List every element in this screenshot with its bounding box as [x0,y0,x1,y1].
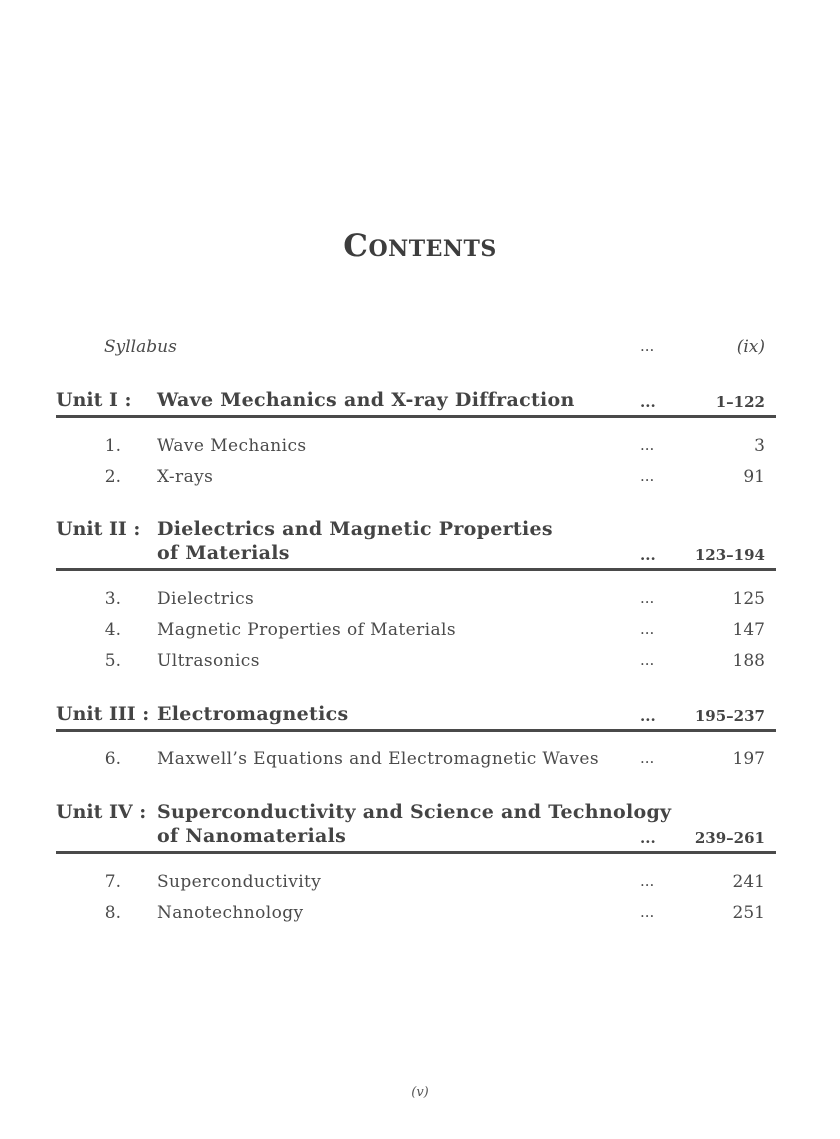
chapter-title: Superconductivity [157,872,322,892]
leader-dots: ... [640,589,655,607]
chapter-page: 197 [732,749,765,769]
leader-dots: ... [640,651,655,669]
unit-pages: 1–122 [715,393,765,411]
chapter-row [0,620,840,648]
leader-dots: ... [640,707,656,725]
unit-divider [56,729,776,732]
chapter-row [0,749,840,777]
unit-divider [56,568,776,571]
syllabus-row [0,337,840,365]
unit-label: Unit IV : [56,801,147,823]
unit-title: Electromagnetics [157,703,349,725]
chapter-number: 4. [104,620,121,640]
unit-title: Superconductivity and Science and Technology [157,801,672,823]
unit-heading-2-cont [0,542,840,570]
unit-title: Wave Mechanics and X-ray Diffraction [157,389,575,411]
leader-dots: ... [640,546,656,564]
chapter-title: Ultrasonics [157,651,260,671]
chapter-page: 3 [754,436,765,456]
syllabus-page: (ix) [736,337,765,357]
page-title: Contents [343,228,497,264]
chapter-title: Maxwell’s Equations and Electromagnetic Waves [157,749,599,769]
unit-label: Unit II : [56,518,141,540]
chapter-page: 147 [732,620,765,640]
chapter-page: 188 [732,651,765,671]
chapter-row [0,467,840,495]
unit-label: Unit III : [56,703,150,725]
leader-dots: ... [640,749,655,767]
leader-dots: ... [640,393,656,411]
chapter-title: X-rays [157,467,214,487]
chapter-page: 241 [732,872,765,892]
chapter-number: 7. [104,872,121,892]
unit-title-continued: of Materials [157,542,290,564]
chapter-page: 125 [732,589,765,609]
chapter-row [0,589,840,617]
chapter-title: Nanotechnology [157,903,304,923]
unit-heading-4-cont [0,825,840,853]
leader-dots: ... [640,903,655,921]
unit-title: Dielectrics and Magnetic Properties [157,518,553,540]
chapter-page: 251 [732,903,765,923]
unit-pages: 195–237 [694,707,765,725]
unit-heading-3 [0,703,840,731]
unit-label: Unit I : [56,389,132,411]
syllabus-label: Syllabus [104,337,177,357]
leader-dots: ... [640,436,655,454]
chapter-title: Dielectrics [157,589,255,609]
unit-divider [56,415,776,418]
chapter-title: Magnetic Properties of Materials [157,620,456,640]
unit-pages: 123–194 [694,546,765,564]
chapter-number: 3. [104,589,121,609]
leader-dots: ... [640,467,655,485]
chapter-number: 6. [104,749,121,769]
chapter-number: 1. [104,436,121,456]
chapter-page: 91 [743,467,765,487]
chapter-row [0,651,840,679]
leader-dots: ... [640,829,656,847]
unit-pages: 239–261 [694,829,765,847]
chapter-title: Wave Mechanics [157,436,307,456]
unit-title-continued: of Nanomaterials [157,825,347,847]
leader-dots: ... [640,337,655,355]
chapter-row [0,872,840,900]
page-number: (v) [411,1085,429,1100]
chapter-row [0,903,840,931]
chapter-number: 8. [104,903,121,923]
unit-heading-1 [0,389,840,417]
chapter-number: 5. [104,651,121,671]
unit-divider [56,851,776,854]
leader-dots: ... [640,872,655,890]
chapter-number: 2. [104,467,121,487]
chapter-row [0,436,840,464]
leader-dots: ... [640,620,655,638]
